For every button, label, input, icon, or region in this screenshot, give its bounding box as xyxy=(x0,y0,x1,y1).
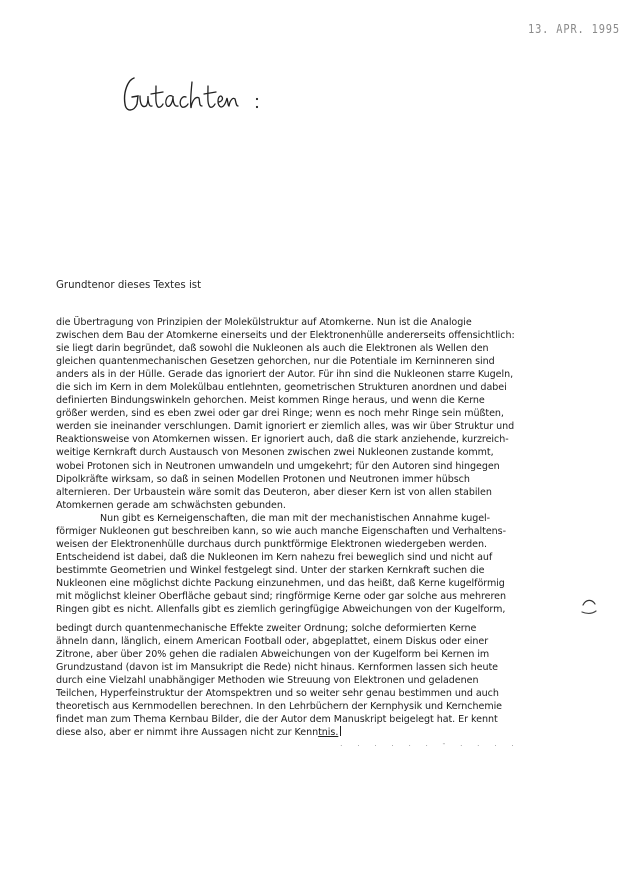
handwritten-heading xyxy=(120,72,280,118)
text-line: definierten Bindungswinkeln gehorchen. Meist kommen Ringe heraus, und wenn die Kerne xyxy=(56,395,485,407)
text-line: sie liegt darin begründet, daß sowohl die Nukleonen als auch die Elektronen als Wellen den xyxy=(56,343,489,355)
text-line: Reaktionsweise von Atomkernen wissen. Er ignoriert auch, daß die stark anziehende, kurzreich- xyxy=(56,434,509,446)
text-line-last xyxy=(56,726,616,739)
paragraph-2 xyxy=(56,622,616,739)
margin-curve-icon xyxy=(578,596,600,616)
text-line: Dipolkräfte wirksam, so daß in seinen Modellen Protonen und Neutronen immer hübsch xyxy=(56,473,470,485)
text-line: die Übertragung von Prinzipien der Molekülstruktur auf Atomkerne. Nun ist die Analogie xyxy=(56,317,472,328)
text-line: Ringen gibt es nicht. Allenfalls gibt es ziemlich geringfügige Abweichungen von der Kugelform, xyxy=(56,604,506,616)
date-stamp: 13. APR. 1995 xyxy=(528,22,620,36)
handwritten-heading-signature xyxy=(120,72,280,118)
text-line: Entscheidend ist dabei, daß die Nukleonen im Kern nahezu frei beweglich sind und nicht auf xyxy=(56,551,493,563)
text-line: Teilchen, Hyperfeinstruktur der Atomspektren und so weiter sehr genau bestimmen und auch xyxy=(56,688,499,700)
last-line-text: diese also, aber er nimmt ihre Aussagen nicht zur Kenn xyxy=(56,727,319,739)
text-line: die sich im Kern in dem Molekülbau entlehnten, geometrischen Strukturen anordnen und dabei xyxy=(56,382,507,394)
text-line: findet man zum Thema Kernbau Bilder, die der Autor dem Manuskript beigelegt hat. Er kennt xyxy=(56,714,498,726)
text-line: ähneln dann, länglich, einem American Football oder, abgeplattet, einem Diskus oder einer xyxy=(56,636,489,648)
text-line: Grundzustand (davon ist im Mansukript die Rede) nicht hinaus. Kernformen lassen sich heute xyxy=(56,662,498,674)
text-line: theoretisch aus Kernmodellen berechnen. In den Lehrbüchern der Kernphysik und Kernchemie xyxy=(56,701,503,713)
text-cursor-mark xyxy=(340,726,341,736)
text-line: zwischen dem Bau der Atomkerne einerseits und der Elektronenhülle andererseits offensichtlich: xyxy=(56,330,515,342)
text-line: weisen der Elektronenhülle durchaus durch punktförmige Elektronen wiedergeben werden. xyxy=(56,538,487,550)
text-line: größer werden, sind es eben zwei oder gar drei Ringe; wenn es noch mehr Ringe sein müßten, xyxy=(56,408,504,420)
text-line: weitige Kernkraft durch Austausch von Mesonen zwischen zwei Nukleonen zustande kommt, xyxy=(56,447,494,459)
text-line: alternieren. Der Urbaustein wäre somit das Deuteron, aber dieser Kern ist von allen stabilen xyxy=(56,486,492,498)
scan-artifacts: . . . . . . - . . . . xyxy=(340,739,520,748)
paragraph-1 xyxy=(56,316,616,616)
text-line: Atomkernen gerade am schwächsten gebunden. xyxy=(56,499,286,511)
text-line: anders als in der Hülle. Gerade das ignoriert der Autor. Für ihn sind die Nukleonen starre Kugeln, xyxy=(56,369,514,381)
intro-line: Grundtenor dieses Textes ist xyxy=(56,280,202,291)
text-line: durch eine Vielzahl unabhängiger Methoden wie Streuung von Elektronen und geladenen xyxy=(56,675,479,687)
underlined-word-end: tnis. xyxy=(318,727,339,739)
text-line: bestimmte Geometrien und Winkel festgelegt sind. Unter der starken Kernkraft suchen die xyxy=(56,564,485,576)
handwritten-margin-mark xyxy=(578,596,600,616)
text-line: bedingt durch quantenmechanische Effekte zweiter Ordnung; solche deformierten Kerne xyxy=(56,623,477,634)
text-line: Zitrone, aber über 20% gehen die radialen Abweichungen von der Kugelform bei Kernen im xyxy=(56,649,490,661)
text-line: werden sie ineinander verschlungen. Damit ignoriert er ziemlich alles, was wir über Struktur und xyxy=(56,421,515,433)
text-line: wobei Protonen sich in Neutronen umwandeln und umgekehrt; für den Autoren sind hingegen xyxy=(56,460,500,472)
text-line-indented: Nun gibt es Kerneigenschaften, die man mit der mechanistischen Annahme kugel- xyxy=(100,512,491,524)
text-line: mit möglichst kleiner Oberfläche gebaut sind; ringförmige Kerne oder gar solche aus mehreren xyxy=(56,590,506,602)
text-line: Nukleonen eine möglichst dichte Packung einzunehmen, und das heißt, daß Kerne kugelförmig xyxy=(56,577,505,589)
text-line: gleichen quantenmechanischen Gesetzen gehorchen, nur die Potentiale im Kerninneren sind xyxy=(56,356,495,368)
text-line: förmiger Nukleonen gut beschreiben kann, so wie auch manche Eigenschaften und Verhaltens- xyxy=(56,525,506,537)
